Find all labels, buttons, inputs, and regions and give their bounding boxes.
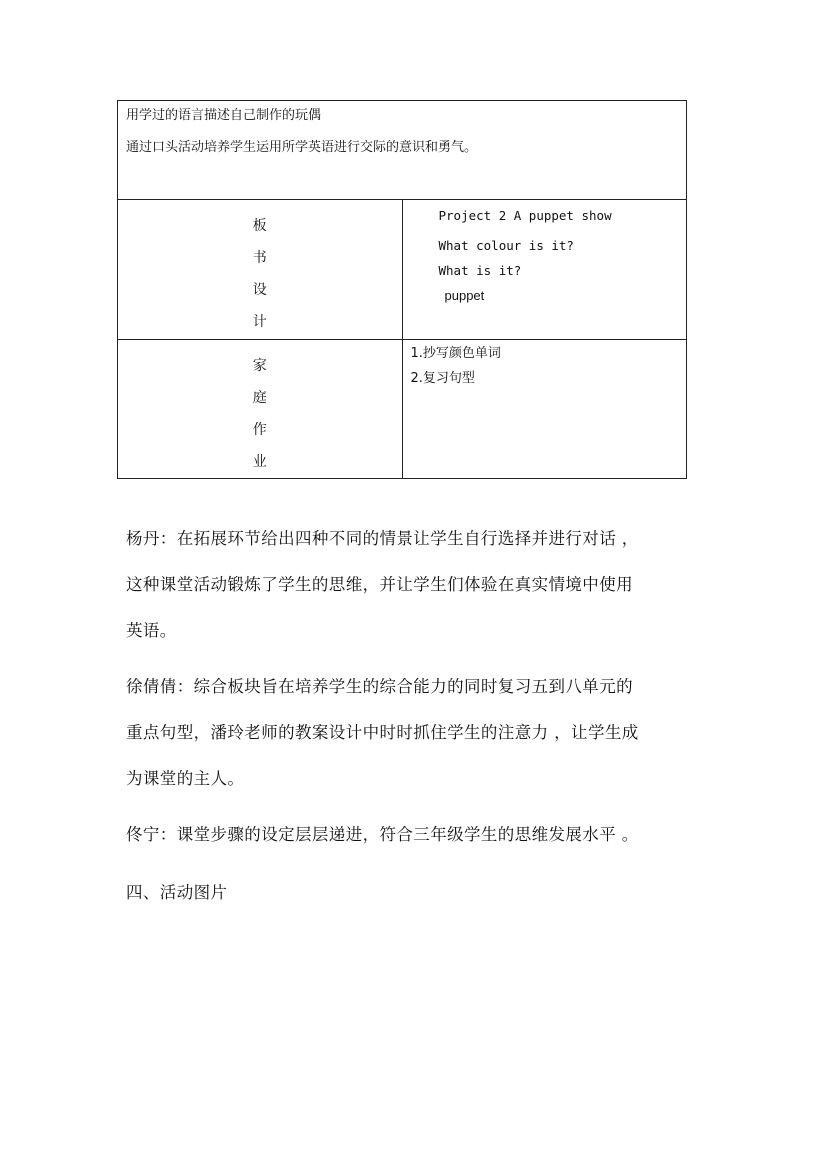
- objectives-row: [118, 101, 687, 200]
- comment-line: 为课堂的主人。: [126, 769, 245, 788]
- homework-row: [118, 340, 687, 479]
- comment-line: 重点句型，潘玲老师的教案设计中时时抓住学生的注意力 ，让学生成: [126, 723, 639, 742]
- homework-label: [118, 340, 403, 479]
- section-heading: 四、活动图片: [126, 883, 228, 902]
- comment-line: 杨丹：在拓展环节给出四种不同的情景让学生自行选择并进行对话 ，: [126, 529, 639, 548]
- label-char: 家: [252, 358, 267, 374]
- board-design-label: [118, 200, 403, 340]
- label-char: 书: [252, 250, 267, 266]
- label-char: 庭: [252, 390, 267, 406]
- homework-content: [402, 340, 687, 479]
- comment-line: 这种课堂活动锻炼了学生的思维，并让学生们体验在真实情境中使用: [126, 575, 633, 594]
- objectives-cell: [118, 101, 687, 200]
- homework-line: 1.抄写颜色单词: [410, 346, 501, 361]
- comment-paragraph: [126, 664, 706, 802]
- comment-line: 佟宁：课堂步骤的设定层层递进，符合三年级学生的思维发展水平 。: [126, 825, 639, 844]
- objective-line: 通过口头活动培养学生运用所学英语进行交际的意识和勇气。: [126, 140, 478, 155]
- label-char: 设: [252, 282, 267, 298]
- label-char: 作: [252, 422, 267, 438]
- comment-paragraph: [126, 516, 706, 654]
- board-design-row: [118, 200, 687, 340]
- board-line: Project 2 A puppet show: [438, 208, 612, 223]
- label-char: 业: [252, 454, 267, 470]
- label-char: 板: [252, 218, 267, 234]
- board-design-content: [402, 200, 687, 340]
- comment-line: 徐倩倩：综合板块旨在培养学生的综合能力的同时复习五到八单元的: [126, 677, 633, 696]
- comment-paragraph: [126, 812, 706, 858]
- lesson-plan-table: [117, 100, 687, 479]
- board-line: What colour is it?: [438, 238, 574, 253]
- label-char: 计: [252, 314, 267, 330]
- objective-line: 用学过的语言描述自己制作的玩偶: [126, 108, 322, 123]
- homework-line: 2.复习句型: [410, 371, 475, 386]
- board-line: puppet: [444, 288, 485, 303]
- board-line: What is it?: [438, 263, 522, 278]
- comment-line: 英语。: [126, 621, 177, 640]
